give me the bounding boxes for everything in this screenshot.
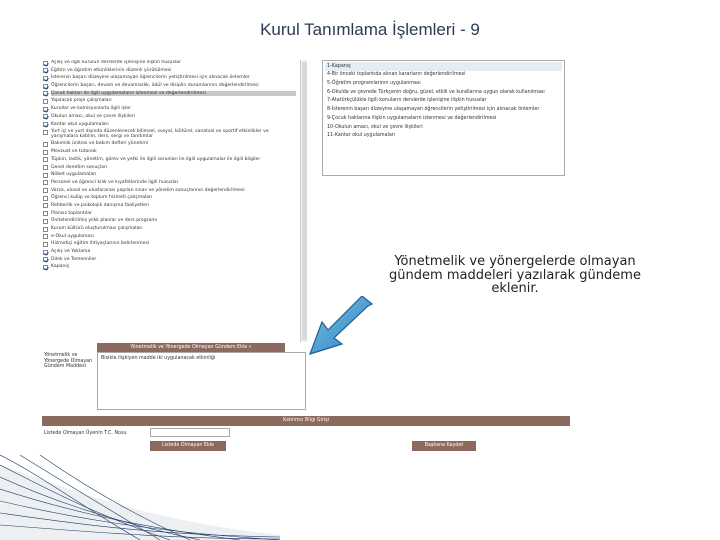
agenda-item-textarea[interactable]: Bisikle ilişkiyen madde iki uygulanacak etkinliği — [97, 352, 306, 410]
checklist-item[interactable] — [43, 149, 296, 155]
checkbox[interactable] — [43, 211, 48, 216]
add-member-button[interactable]: Listede Olmayan Ekle — [150, 441, 226, 451]
agenda-list-item[interactable]: 11-Kantar okul uygulamaları — [327, 133, 396, 139]
checkbox[interactable] — [43, 203, 48, 208]
checklist-item[interactable] — [43, 226, 296, 232]
checklist-item-label: Açılış ve ilgili kurulun derslerde işlenişine ilişkin hususlar — [51, 60, 181, 65]
checklist-item[interactable] — [43, 106, 296, 112]
checklist-item[interactable] — [43, 249, 296, 255]
agenda-list-item[interactable]: 6-Okulda ve çevrede Türkçenin doğru, güzel, etkili ve kurallarına uygun olarak kullanılması — [327, 89, 545, 95]
checkbox[interactable] — [43, 99, 48, 104]
checkbox[interactable] — [43, 114, 48, 119]
checkbox[interactable] — [43, 61, 48, 66]
checkbox[interactable] — [43, 142, 48, 147]
checkbox[interactable] — [43, 122, 48, 127]
agenda-list-item[interactable]: 9-Çocuk haklarına ilişkin uygulamaların izlenmesi ve değerlendirilmesi — [327, 115, 497, 121]
checkbox[interactable] — [43, 188, 48, 193]
checklist-item-label: Dilek ve Temenniler — [51, 256, 97, 262]
checkbox[interactable] — [43, 84, 48, 89]
checklist-item-label: Varsa, ulusal ve uluslararası yapılan sınav ve yönelim sonuçlarının değerlendirilmesi — [51, 187, 245, 193]
participant-info-bar: Katılımcı Bilgi Girişi — [42, 416, 570, 426]
member-id-label: Listede Olmayan Üyenin T.C. Nosu — [44, 431, 127, 436]
checklist-item-label: Rehberlik ve psikolojik danışma faaliyetleri — [51, 202, 150, 208]
agenda-list-item[interactable]: 7-Atatürkçülükle ilgili konuların derslerde işlenişine ilişkin hususlar — [327, 98, 487, 104]
agenda-list-item[interactable]: 5-Öğretim programlarının uygulanması — [327, 81, 421, 86]
checkbox[interactable] — [43, 265, 48, 270]
checklist-item-label: Tüpkin, lastik, yönetim, görev ve yetki ile ilgili sorunları ile ilgili uygulamalar ile ilgili bilgiler — [51, 156, 261, 162]
checklist-item[interactable] — [43, 195, 296, 201]
checklist-item[interactable] — [43, 257, 296, 263]
agenda-list-item[interactable]: 8-İsterenin başarı düzeyine ulaşamayan öğrencilerin yetiştirilmesi için alınacak önlemler — [327, 107, 540, 113]
checklist-item-label: Ünitelendirilmiş yıllık planlar ve ders programı — [51, 218, 158, 224]
checklist-item-label: Okulun amacı, okul ve çevre ilişkileri — [51, 113, 135, 119]
checklist-item-label: Kurullar ve komisyonlarla ilgili işler — [51, 106, 132, 112]
checkbox[interactable] — [43, 257, 48, 262]
checklist-item[interactable] — [43, 211, 296, 217]
checklist-item[interactable] — [43, 172, 296, 178]
checkbox[interactable] — [43, 242, 48, 247]
checklist-item[interactable] — [43, 218, 296, 224]
member-id-input[interactable] — [150, 428, 230, 437]
checkbox[interactable] — [43, 157, 48, 162]
checklist-item-label: Bakımlık ünitesi ve bakım defteri yönetimi — [51, 141, 149, 147]
checklist-item[interactable] — [43, 114, 296, 120]
checklist-item-label: Plansız toplantılar — [51, 210, 92, 216]
checklist-item[interactable] — [43, 129, 296, 139]
checkbox[interactable] — [43, 173, 48, 178]
checkbox[interactable] — [43, 68, 48, 73]
checklist-item-label: Personel ve öğrenci kılık ve kıyafetlerinde ilgili hususlar — [51, 179, 179, 185]
checkbox[interactable] — [43, 76, 48, 81]
agenda-checklist — [43, 60, 296, 342]
checklist-item[interactable] — [43, 234, 296, 240]
checklist-item-label: Öğrenci kulüp ve toplum hizmeti çalışmaları — [51, 195, 153, 201]
checkbox[interactable] — [43, 227, 48, 232]
checkbox[interactable] — [43, 150, 48, 155]
checklist-item-label: Hizmetiçi eğitim ihtiyaçlarının belirlenmesi — [51, 241, 150, 247]
checklist-item[interactable] — [43, 157, 296, 163]
slide-title: Kurul Tanımlama İşlemleri - 9 — [260, 20, 480, 39]
checklist-item-label: Yurt içi ve yurt dışında düzenlenecek bilimsel, sosyal, kültürel, sanatsal ve sportif etkinlikler ve yarışmalara katılım, ders, sergi ve tanıtımlar — [51, 129, 269, 140]
agenda-list-item[interactable]: 4-Bir önceki toplantıda alınan kararların değerlendirilmesi — [327, 72, 466, 78]
checkbox[interactable] — [43, 196, 48, 201]
agenda-list-item[interactable]: 1-Kapanış — [325, 62, 562, 71]
checkbox[interactable] — [43, 107, 48, 112]
save-button[interactable]: Başkana Kaydet — [412, 441, 476, 451]
checklist-item[interactable] — [43, 264, 296, 270]
checklist-item[interactable] — [43, 98, 296, 104]
checkbox[interactable] — [43, 130, 48, 135]
agenda-list-item[interactable]: 10-Okulun amacı, okul ve çevre ilişkileri — [327, 124, 423, 130]
checklist-item-label: Mevzuat ve tutanak — [51, 149, 97, 155]
corner-decoration — [0, 455, 280, 540]
checkbox[interactable] — [43, 234, 48, 239]
checklist-item-label: e-Okul uygulaması — [51, 233, 94, 239]
checklist-item[interactable] — [43, 68, 296, 74]
checklist-item[interactable] — [43, 75, 296, 81]
checklist-item-label: Genel denetim sonuçları — [51, 164, 108, 170]
checklist-item[interactable] — [43, 60, 296, 66]
arrow-icon — [306, 296, 378, 360]
checklist-item[interactable] — [43, 188, 296, 194]
checklist-item[interactable] — [43, 165, 296, 171]
checklist-item[interactable] — [43, 180, 296, 186]
checklist-item-label: Kantar okul uygulamaları — [51, 121, 109, 127]
checklist-item[interactable] — [43, 83, 296, 89]
checklist-item[interactable] — [43, 203, 296, 209]
selected-agenda-list[interactable] — [322, 60, 565, 176]
checklist-item[interactable] — [43, 122, 296, 128]
checkbox[interactable] — [43, 91, 48, 96]
agenda-item-label: Yönetmelik ve Yönergede Olmayan Gündem Maddesi — [44, 353, 93, 370]
annotation-text: Yönetmelik ve yönergelerde olmayan gündem maddeleri yazılarak gündeme eklenir. — [389, 254, 641, 297]
checklist-item-label: Nöbet uygulamaları — [51, 172, 97, 178]
checkbox[interactable] — [43, 180, 48, 185]
checklist-item[interactable] — [43, 141, 296, 147]
checkbox[interactable] — [43, 165, 48, 170]
checklist-item-label: İsterenin başarı düzeyine ulaşamayan öğrencilerin yetiştirilmesi için alınacak önlemler — [51, 75, 250, 81]
checklist-item-label: Yapılacak proje çalışmaları — [51, 98, 112, 104]
checkbox[interactable] — [43, 219, 48, 224]
checklist-item[interactable] — [43, 91, 296, 97]
checklist-item-label: Öğrencilerin başarı, devam ve devamsızlık, ödül ve disiplin durumlarının değerlendirilmesi — [51, 83, 259, 89]
checklist-item-label: Kapanış — [51, 264, 70, 270]
add-agenda-bar[interactable]: Yönetmelik ve Yönergede Olmayan Gündem Ekle » — [97, 343, 285, 352]
checklist-item-label: Kurum kültürü oluşturulması çalışmaları — [51, 226, 143, 232]
checklist-item-label: Eğitim ve öğretim etkinliklerinin düzenli yürütülmesi — [51, 67, 172, 73]
checklist-item-label: Çocuk hakları ile ilgili uygulamaların izlenmesi ve değerlendirilmesi — [51, 91, 296, 96]
checklist-item-label: Açılış ve Yoklama — [51, 249, 91, 255]
checkbox[interactable] — [43, 250, 48, 255]
checklist-item[interactable] — [43, 241, 296, 247]
